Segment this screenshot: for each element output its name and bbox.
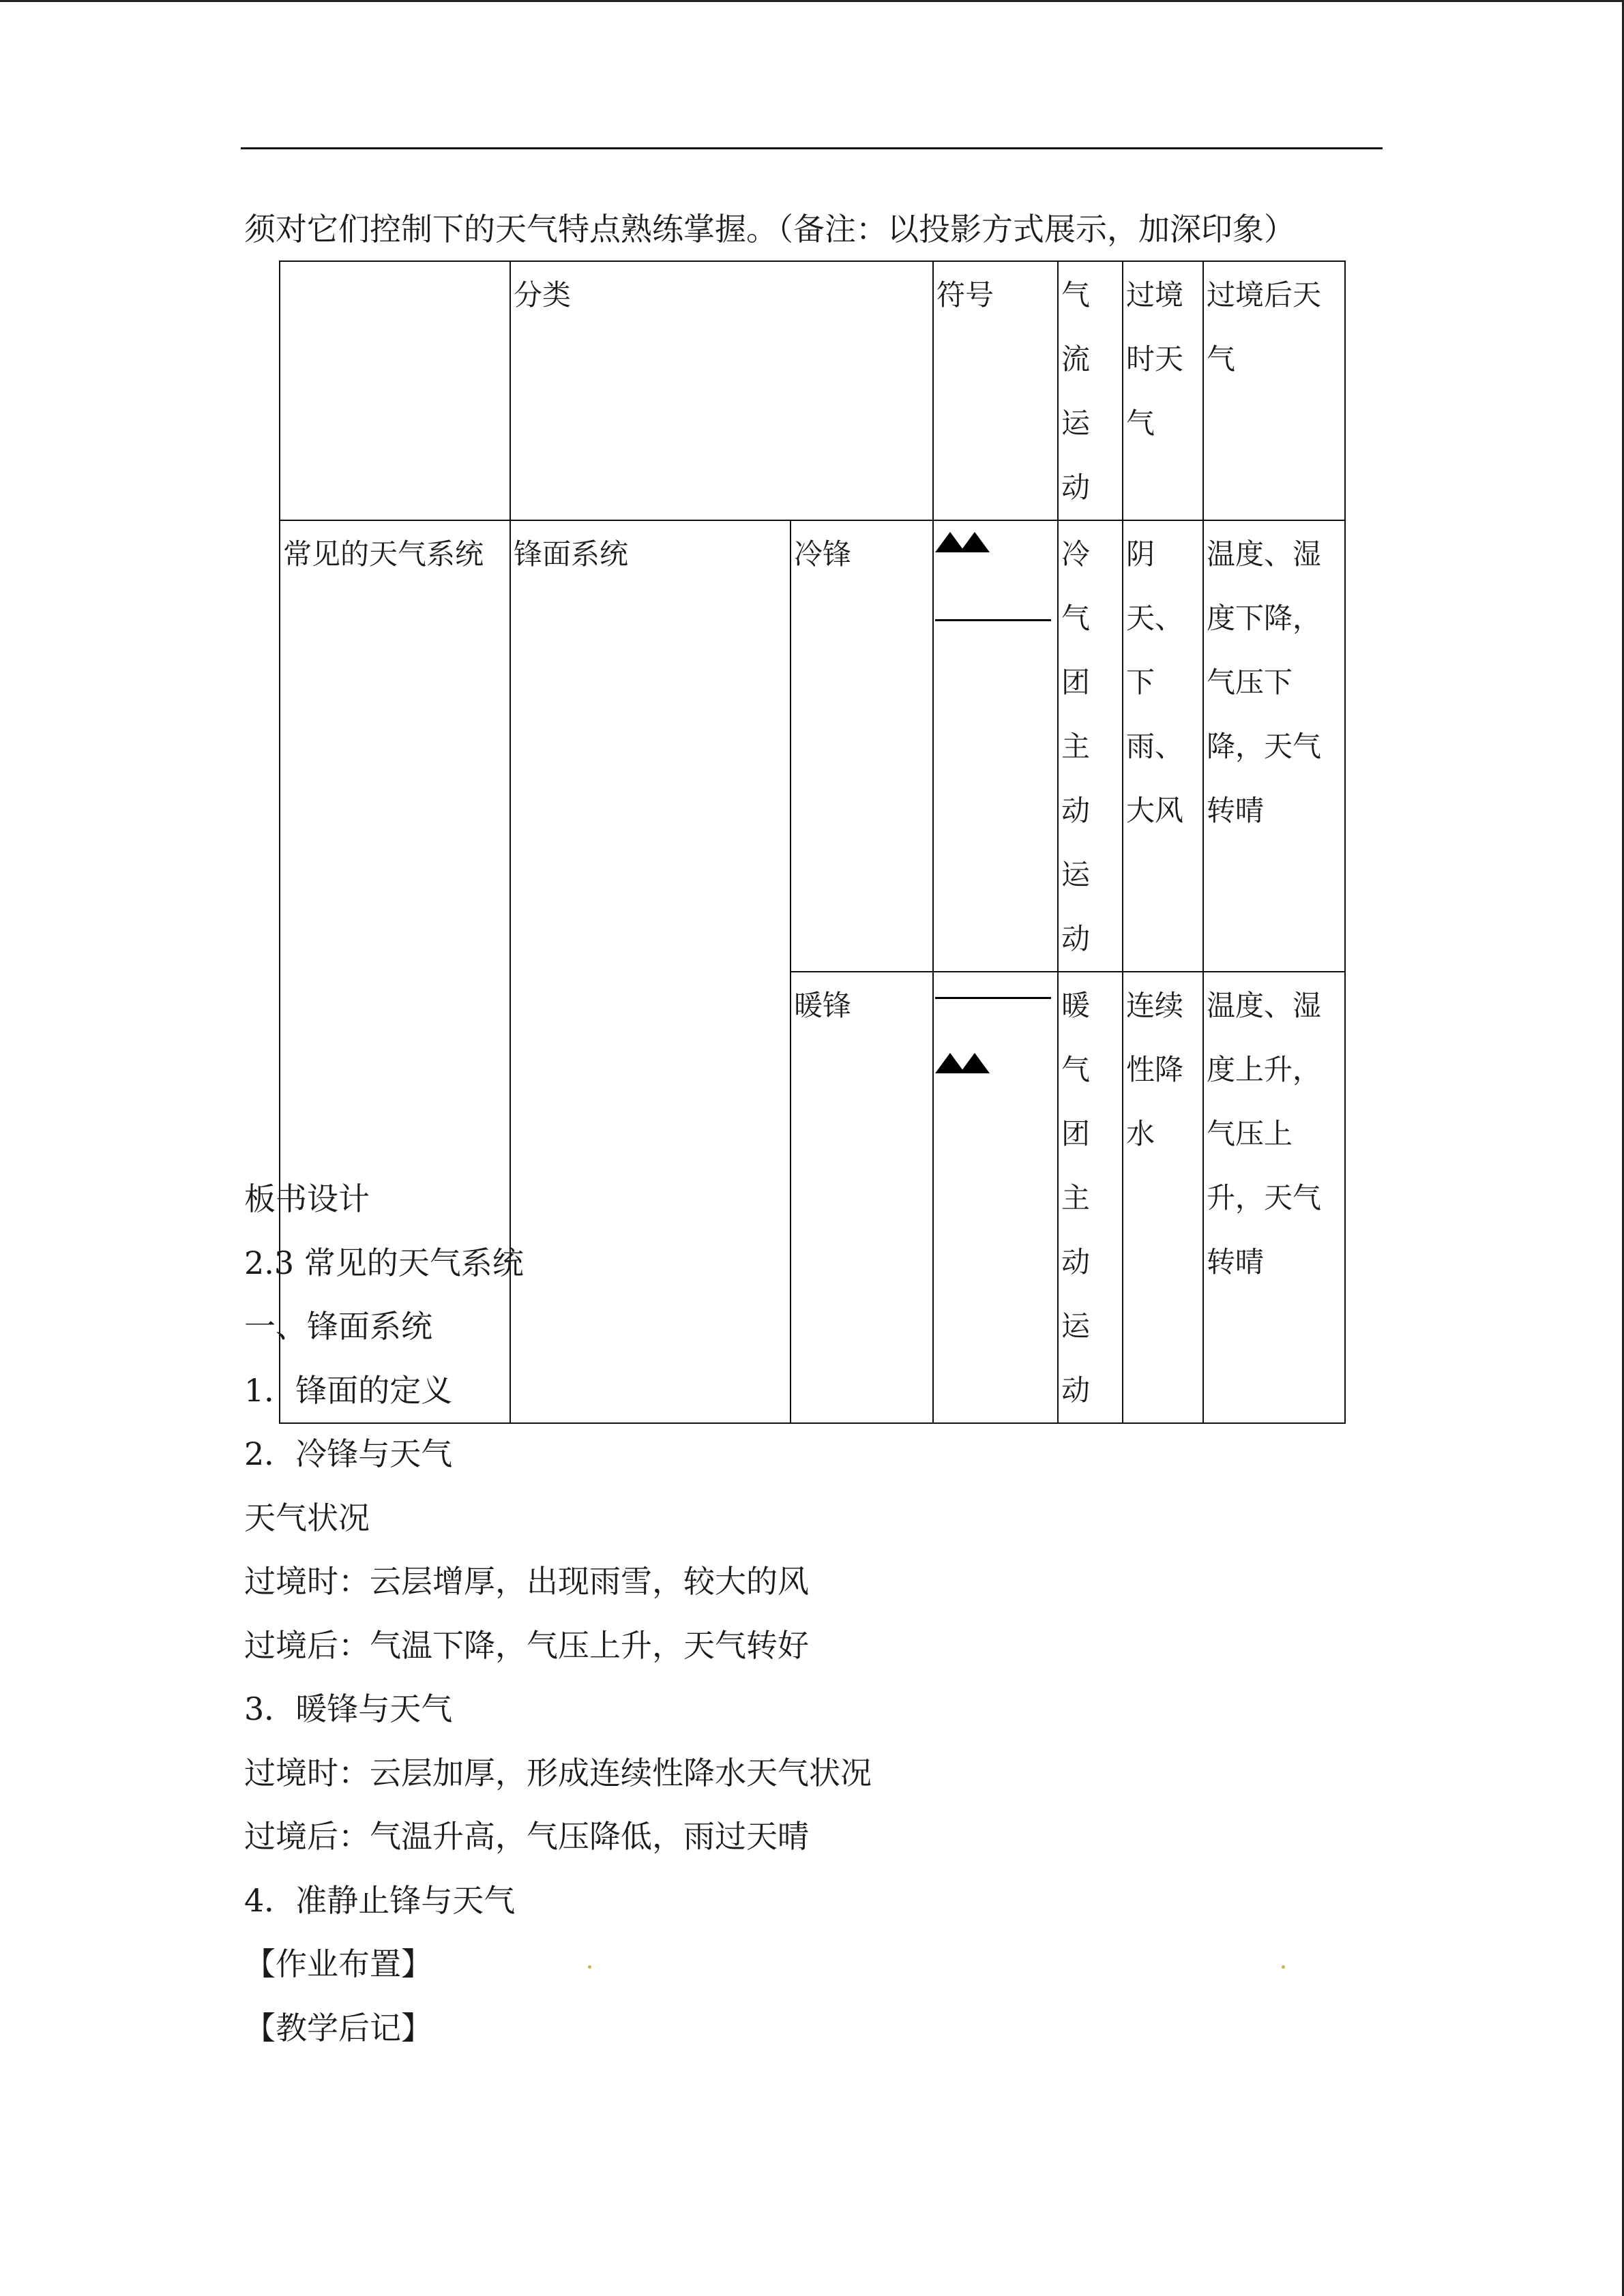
airflow-cell: 冷气团主动运动	[1058, 520, 1123, 972]
header-after-weather: 过境后天气	[1203, 261, 1345, 520]
front-type-cell: 暖锋	[791, 972, 933, 1423]
board-line: 1．锋面的定义	[244, 1372, 453, 1409]
during-weather-cell: 阴天、下雨、大风	[1123, 520, 1203, 972]
board-line: 2．冷锋与天气	[244, 1435, 453, 1472]
board-line: 过境时：云层增厚，出现雨雪，较大的风	[244, 1563, 809, 1600]
front-system-cell: 锋面系统	[510, 520, 791, 1423]
board-line: 过境后：气温升高，气压降低，雨过天晴	[244, 1818, 809, 1855]
header-symbol: 符号	[933, 261, 1058, 520]
page-border	[0, 0, 1624, 2]
cold-front-symbol-cell	[933, 520, 1058, 972]
table-row	[280, 520, 1345, 972]
warm-front-symbol	[935, 990, 1058, 1086]
header-airflow: 气流运动	[1058, 261, 1123, 520]
intro-text: 须对它们控制下的天气特点熟练掌握。（备注：以投影方式展示，加深印象）	[244, 211, 1295, 248]
board-line: 过境后：气温下降，气压上升，天气转好	[244, 1627, 809, 1664]
header-category: 分类	[510, 261, 933, 520]
weather-system-cell: 常见的天气系统	[280, 520, 510, 1423]
stray-dot	[588, 1965, 591, 1969]
board-line: 一、锋面系统	[244, 1308, 432, 1345]
board-line: 3．暖锋与天气	[244, 1690, 453, 1727]
table-header-row	[280, 261, 1345, 520]
warm-front-symbol-cell	[933, 972, 1058, 1423]
board-title: 板书设计	[244, 1180, 370, 1217]
board-line: 过境时：云层加厚，形成连续性降水天气状况	[244, 1755, 872, 1791]
stray-dot	[1282, 1965, 1285, 1969]
after-weather-cell: 温度、湿度下降，气压下降，天气转晴	[1203, 520, 1345, 972]
header-empty-cell	[280, 261, 510, 520]
header-rule	[241, 147, 1383, 149]
header-during-weather: 过境时天气	[1123, 261, 1203, 520]
board-line: 2.3 常见的天气系统	[244, 1244, 524, 1281]
after-weather-cell: 温度、湿度上升，气压上升，天气转晴	[1203, 972, 1345, 1423]
during-weather-cell: 连续性降水	[1123, 972, 1203, 1423]
board-line: 4．准静止锋与天气	[244, 1882, 516, 1919]
airflow-cell: 暖气团主动运动	[1058, 972, 1123, 1423]
teaching-notes-heading: 【教学后记】	[244, 2010, 432, 2046]
front-type-cell: 冷锋	[791, 520, 933, 972]
homework-heading: 【作业布置】	[244, 1945, 432, 1982]
cold-front-symbol	[935, 532, 1058, 634]
board-line: 天气状况	[244, 1500, 370, 1536]
